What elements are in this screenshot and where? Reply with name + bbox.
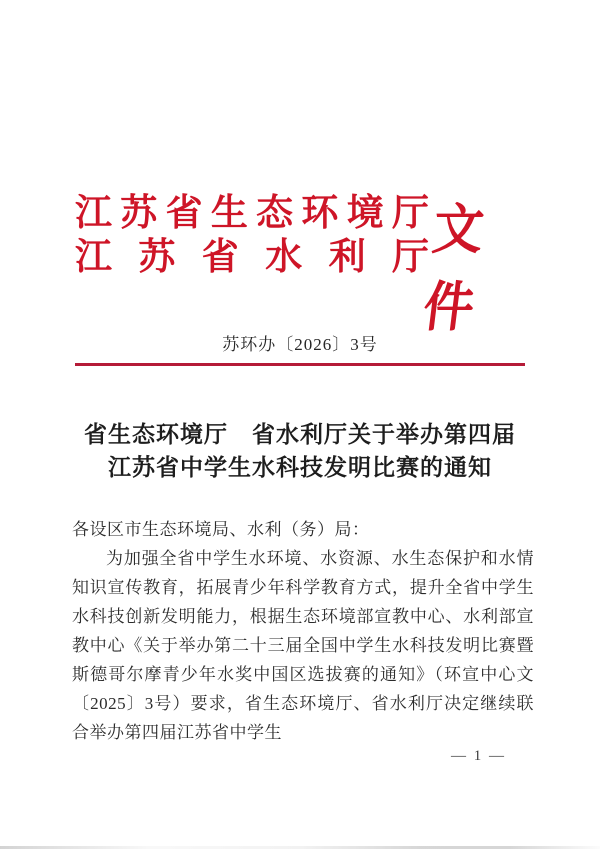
- document-title: [0, 418, 600, 484]
- document-title-line2: 江苏省中学生水科技发明比赛的通知: [108, 455, 492, 480]
- letterhead-org-line1: 江苏省生态环境厅: [75, 193, 429, 234]
- red-divider-line: [75, 363, 525, 366]
- body-paragraph: 为加强全省中学生水环境、水资源、水生态保护和水情知识宣传教育，拓展青少年科学教育方式，提升全省中学生水科技创新发明能力，根据生态环境部宣教中心、水利部宣教中心《关于举办第二十三届全国中学生水科技发明比赛暨斯德哥尔摩青少年水奖中国区选拔赛的通知》（环宣中心文〔2025〕3号）要求，省生态环境厅、省水利厅决定继续联合举办第四届江苏省中学生: [72, 549, 534, 742]
- letterhead-org-line2: 江苏省水利厅: [75, 237, 429, 278]
- document-title-line1: 省生态环境厅 省水利厅关于举办第四届: [84, 422, 516, 447]
- salutation: 各设区市生态环境局、水利（务）局：: [72, 520, 370, 539]
- letterhead: [75, 192, 527, 336]
- page-number: — 1 —: [451, 748, 506, 764]
- document-body: [72, 515, 534, 747]
- letterhead-document-word: 文件: [419, 199, 487, 338]
- letterhead-org-names: [75, 192, 429, 336]
- document-reference-number: 苏环办〔2026〕3号: [222, 335, 378, 354]
